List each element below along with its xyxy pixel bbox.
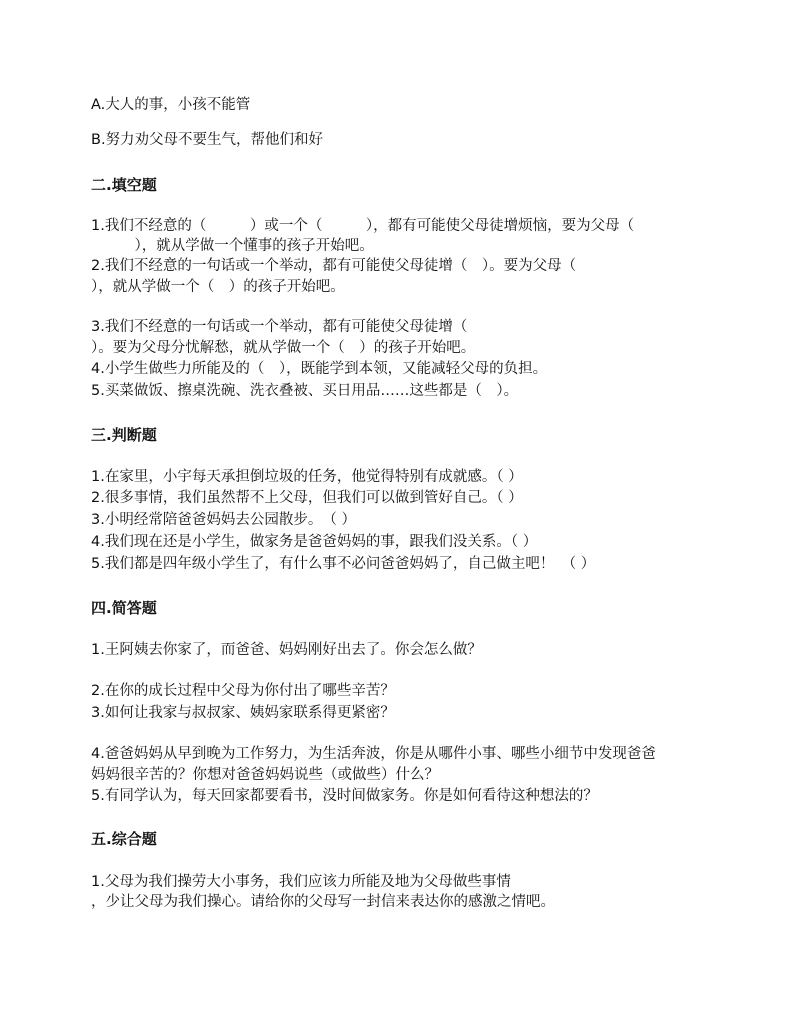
fill-blank-q3-line1: 3.我们不经意的一句话或一个举动，都有可能使父母徒增（: [91, 319, 468, 335]
true-false-q5: 5.我们都是四年级小学生了，有什么事不必问爸爸妈妈了，自己做主吧！ （ ）: [91, 556, 596, 572]
short-answer-q1: 1.王阿姨去你家了，而爸爸、妈妈刚好出去了。你会怎么做？: [91, 642, 482, 658]
option-a: A.大人的事，小孩不能管: [91, 97, 251, 113]
true-false-q3: 3.小明经常陪爸爸妈妈去公园散步。 （ ）: [91, 512, 356, 528]
fill-blank-q1-line2: ），就从学做一个懂事的孩子开始吧。: [91, 238, 374, 254]
fill-blank-q5: 5.买菜做饭、擦桌洗碗、洗衣叠被、买日用品……这些都是（ ）。: [91, 383, 519, 399]
fill-blank-q2-line1: 2.我们不经意的一句话或一个举动，都有可能使父母徒增（ ）。要为父母（: [91, 258, 577, 274]
short-answer-q4-line2: 妈妈很辛苦的？你想对爸爸妈妈说些（或做些）什么？: [91, 767, 439, 783]
section-heading-true-false: 三.判断题: [91, 426, 157, 444]
fill-blank-q2-line2: ），就从学做一个（ ）的孩子开始吧。: [91, 279, 345, 295]
true-false-q4: 4.我们现在还是小学生，做家务是爸爸妈妈的事，跟我们没关系。（ ）: [91, 534, 538, 550]
comprehensive-q1-line2: ，少让父母为我们操心。请给你的父母写一封信来表达你的感激之情吧。: [91, 894, 555, 910]
comprehensive-q1-line1: 1.父母为我们操劳大小事务，我们应该力所能及地为父母做些事情: [91, 874, 511, 890]
section-heading-short-answer: 四.简答题: [91, 599, 157, 617]
section-heading-fill-blank: 二.填空题: [91, 176, 157, 194]
fill-blank-q4: 4.小学生做些力所能及的（ ），既能学到本领，又能减轻父母的负担。: [91, 361, 548, 377]
section-heading-comprehensive: 五.综合题: [91, 830, 157, 848]
option-b: B.努力劝父母不要生气，帮他们和好: [91, 132, 324, 148]
short-answer-q5: 5.有同学认为，每天回家都要看书，没时间做家务。你是如何看待这种想法的？: [91, 788, 598, 804]
short-answer-q3: 3.如何让我家与叔叔家、姨妈家联系得更紧密？: [91, 705, 395, 721]
short-answer-q2: 2.在你的成长过程中父母为你付出了哪些辛苦？: [91, 683, 395, 699]
true-false-q2: 2.很多事情，我们虽然帮不上父母，但我们可以做到管好自己。（ ）: [91, 490, 523, 506]
fill-blank-q3-line2: ）。要为父母分忧解愁，就从学做一个（ ）的孩子开始吧。: [91, 340, 476, 356]
true-false-q1: 1.在家里，小宇每天承担倒垃圾的任务，他觉得特别有成就感。（ ）: [91, 469, 523, 485]
fill-blank-q1-line1: 1.我们不经意的（ ）或一个（ ），都有可能使父母徒增烦恼，要为父母（: [91, 218, 635, 234]
short-answer-q4-line1: 4.爸爸妈妈从早到晚为工作努力，为生活奔波，你是从哪件小事、哪些小细节中发现爸爸: [91, 746, 656, 762]
